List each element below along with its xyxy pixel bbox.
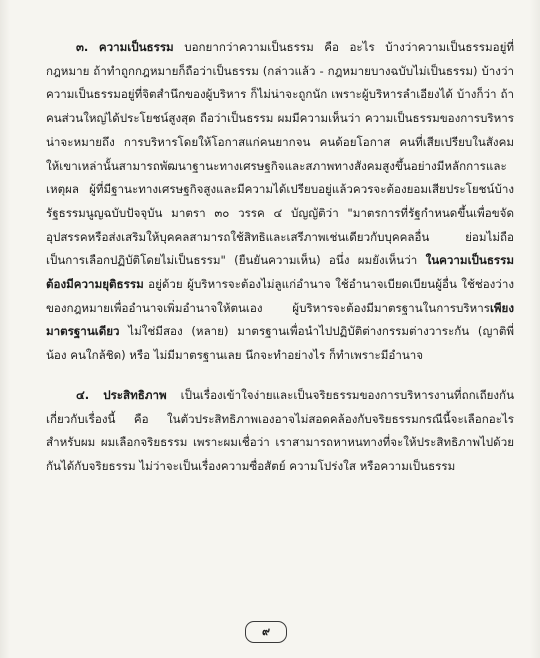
page-number: ๙ bbox=[261, 625, 271, 638]
section-4-number: ๔. bbox=[76, 387, 90, 402]
section-3-bold-single-standard: เพียงมาตรฐานเดียว bbox=[46, 300, 514, 339]
section-3-text-2: อยู่ด้วย ผู้บริหารจะต้องไม่ลูแก่อำนาจ ใช้อำนาจเบียดเบียนผู้อื่น ใช้ช่องว่างของกฎหมายเพื่ออำนาจเพิ่มอำนาจให้ตนเอง ผู้บริหารจะต้องมีมาตรฐานในการบริหาร bbox=[46, 277, 514, 315]
section-3-text-3: ไม่ใช่มีสอง (หลาย) มาตรฐานเพื่อนำไปปฏิบัติต่างกรรมต่างวาระกัน (ญาติพี่น้อง คนใกล้ชิด) หรือ ไม่มีมาตรฐานเลย นึกจะทำอย่างไร ก็ทำเพราะมีอำนาจ bbox=[46, 324, 514, 363]
body-text bbox=[46, 36, 514, 479]
section-3-text-1: บอกยากว่าความเป็นธรรม คือ อะไร บ้างว่าความเป็นธรรมอยู่ที่กฎหมาย ถ้าทำถูกกฎหมายก็ถือว่าเป็นธรรม (กล่าวแล้ว - กฎหมายบางฉบับไม่เป็นธรรม) บ้างว่า ความเป็นธรรมอยู่ที่จิตสำนึกของผู้บริหาร ก็ไม่น่าจะถูกนัก เพราะผู้บริหารลำเอียงได้ บ้างก็ว่า ถ้าคนส่วนใหญ่ได้ประโยชน์สูงสุด ถือว่าเป็นธรรม ผมมีความเห็นว่า ความเป็นธรรมของการบริหาร น่าจะหมายถึง การบริหารโดยให้โอกาสแก่คนยากจน คนด้อยโอกาส คนที่เสียเปรียบในสังคม ให้เขาเหล่านั้นสามารถพัฒนาฐานะทางเศรษฐกิจและสภาพทางสังคมสูงขึ้นอย่างมีหลักการและเหตุผล ผู้ที่มีฐานะทางเศรษฐกิจสูงและมีความได้เปรียบอยู่แล้วควรจะต้องยอมเสียประโยชน์บ้าง รัฐธรรมนูญฉบับปัจจุบัน มาตรา ๓๐ วรรค ๔ บัญญัติว่า "มาตรการที่รัฐกำหนดขึ้นเพื่อขจัดอุปสรรคหรือส่งเสริมให้บุคคลสามารถใช้สิทธิและเสรีภาพเช่นเดียวกับบุคคลอื่น ย่อมไม่ถือเป็นการเลือกปฏิบัติโดยไม่เป็นธรรม" (ยืนยันความเห็น) อนึ่ง ผมยังเห็นว่า bbox=[46, 40, 514, 268]
page-number-badge bbox=[245, 621, 287, 643]
section-3-bold-justice: ในความเป็นธรรมต้องมีความยุติธรรม bbox=[46, 253, 514, 292]
section-3-number: ๓. bbox=[76, 40, 89, 54]
section-4-text-1: เป็นเรื่องเข้าใจง่ายและเป็นจริยธรรมของการบริหารงานที่ถกเถียงกันเกี่ยวกับเรื่องนี้ คือ ในตัวประสิทธิภาพเองอาจไม่สอดคล้องกับจริยธรรมกรณีนี้จะเลือกอะไร สำหรับผม ผมเลือกจริยธรรม เพราะผมเชื่อว่า เราสามารถหาหนทางที่จะให้ประสิทธิภาพไปด้วยกันได้กับจริยธรรม ไม่ว่าจะเป็นเรื่องความซื่อสัตย์ ความโปร่งใส หรือความเป็นธรรม bbox=[46, 387, 514, 473]
section-4-heading: ประสิทธิภาพ bbox=[103, 387, 167, 402]
paragraph-gap bbox=[46, 368, 514, 384]
section-4-paragraph bbox=[46, 384, 514, 479]
section-3-paragraph bbox=[46, 36, 514, 368]
section-3-heading: ความเป็นธรรม bbox=[98, 40, 174, 54]
